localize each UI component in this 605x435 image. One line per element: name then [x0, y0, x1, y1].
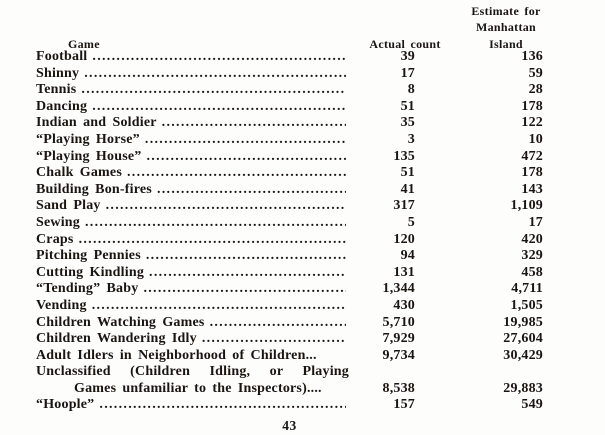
table-row [36, 298, 543, 315]
actual-count-value: 51 [400, 165, 415, 181]
actual-count-value: 5,710 [382, 314, 415, 330]
table-row [36, 397, 543, 414]
column-header-estimate-line3: Island [489, 36, 523, 51]
game-name: Sand Play [36, 198, 101, 214]
dot-leader [92, 298, 346, 315]
game-name: Adult Idlers in Neighborhood of Children... [36, 347, 317, 363]
estimate-value: 549 [521, 397, 543, 413]
estimate-value: 1,505 [510, 297, 543, 313]
dot-leader [106, 198, 346, 215]
table-row [36, 281, 543, 298]
actual-count-value: 51 [400, 98, 415, 114]
actual-count-value: 41 [400, 181, 415, 197]
dot-leader [202, 331, 346, 348]
dot-leader [84, 66, 346, 83]
game-name: Pitching Pennies [36, 248, 141, 264]
actual-count-value: 135 [393, 148, 415, 164]
table-row [36, 115, 543, 132]
actual-count-value: 17 [400, 65, 415, 81]
estimate-value: 29,883 [503, 380, 543, 396]
dot-leader [143, 281, 346, 298]
table-row [36, 49, 543, 66]
column-header-estimate-line1: Estimate for [471, 4, 541, 18]
dot-leader [81, 82, 346, 99]
actual-count-value: 1,344 [382, 281, 415, 297]
estimate-value: 458 [521, 264, 543, 280]
table-row [36, 132, 543, 149]
game-name: Shinny [36, 65, 80, 81]
table-row [36, 364, 543, 381]
table-row [36, 165, 543, 182]
dot-leader [79, 232, 346, 249]
dot-leader [99, 397, 346, 414]
estimate-value: 4,711 [511, 281, 543, 297]
table-row [36, 248, 543, 265]
game-name: Building Bon-fires [36, 181, 152, 197]
game-name: Children Wandering Idly [36, 331, 197, 347]
estimate-value: 10 [528, 131, 543, 147]
game-name: “Playing Horse” [36, 131, 140, 147]
dot-leader [146, 149, 346, 166]
table-row [36, 315, 543, 332]
estimate-value: 178 [521, 165, 543, 181]
dot-leader [92, 99, 346, 116]
estimate-value: 30,429 [503, 347, 543, 363]
actual-count-value: 3 [407, 131, 415, 147]
actual-count-value: 131 [393, 264, 415, 280]
estimate-value: 178 [521, 98, 543, 114]
actual-count-value: 35 [400, 115, 415, 131]
table-row [36, 348, 543, 365]
game-name: “Hoople” [36, 397, 95, 413]
page-number: 43 [282, 418, 297, 433]
game-name: Chalk Games [36, 165, 122, 181]
game-name: “Tending” Baby [36, 281, 139, 297]
table-row [36, 66, 543, 83]
dot-leader [92, 49, 346, 66]
column-header-actual-count: Actual count [369, 37, 441, 51]
actual-count-value: 7,929 [382, 331, 415, 347]
actual-count-value: 430 [393, 297, 415, 313]
game-name: Unclassified (Children Idling, or Playing [36, 364, 349, 380]
game-name: Craps [36, 231, 74, 247]
game-name: Sewing [36, 214, 80, 230]
estimate-value: 136 [521, 49, 543, 64]
dot-leader [210, 315, 346, 332]
table-row [36, 99, 543, 116]
table-row [36, 149, 543, 166]
actual-count-value: 5 [407, 214, 415, 230]
estimate-value: 420 [521, 231, 543, 247]
game-name: Indian and Soldier [36, 115, 157, 131]
game-name: Vending [36, 297, 87, 313]
game-name: Tennis [36, 82, 77, 98]
column-header-game: Game [68, 37, 100, 51]
table-row [36, 182, 543, 199]
actual-count-value: 94 [400, 248, 415, 264]
game-name: Football [36, 49, 88, 64]
dot-leader [127, 165, 346, 182]
dot-leader [145, 132, 346, 149]
dot-leader [162, 115, 346, 132]
actual-count-value: 39 [400, 49, 415, 64]
actual-count-value: 9,734 [382, 347, 415, 363]
actual-count-value: 8 [407, 82, 415, 98]
estimate-value: 329 [521, 248, 543, 264]
actual-count-value: 120 [393, 231, 415, 247]
column-header-estimate-line2: Manhattan [475, 20, 537, 35]
dot-leader [146, 248, 346, 265]
estimate-value: 19,985 [503, 314, 543, 330]
actual-count-value: 157 [393, 397, 415, 413]
game-name: “Playing House” [36, 148, 142, 164]
dot-leader [157, 182, 346, 199]
table-row [36, 381, 543, 398]
game-name: Children Watching Games [36, 314, 205, 330]
estimate-value: 143 [521, 181, 543, 197]
game-name: Cutting Kindling [36, 264, 145, 280]
table-row [36, 215, 543, 232]
estimate-value: 28 [528, 82, 543, 98]
table-row [36, 198, 543, 215]
dot-leader [149, 265, 346, 282]
estimate-value: 27,604 [503, 331, 543, 347]
actual-count-value: 317 [393, 198, 415, 214]
table-row [36, 265, 543, 282]
estimate-value: 17 [528, 214, 543, 230]
estimate-value: 59 [528, 65, 543, 81]
game-name: Games unfamiliar to the Inspectors).... [74, 380, 322, 396]
game-name: Dancing [36, 98, 88, 114]
estimate-value: 1,109 [510, 198, 543, 214]
table-row [36, 232, 543, 249]
dot-leader [85, 215, 346, 232]
estimate-value: 472 [521, 148, 543, 164]
estimate-value: 122 [521, 115, 543, 131]
table-body [36, 49, 543, 414]
table-row [36, 331, 543, 348]
table-row [36, 82, 543, 99]
actual-count-value: 8,538 [382, 380, 415, 396]
column-header-estimate [471, 3, 540, 52]
